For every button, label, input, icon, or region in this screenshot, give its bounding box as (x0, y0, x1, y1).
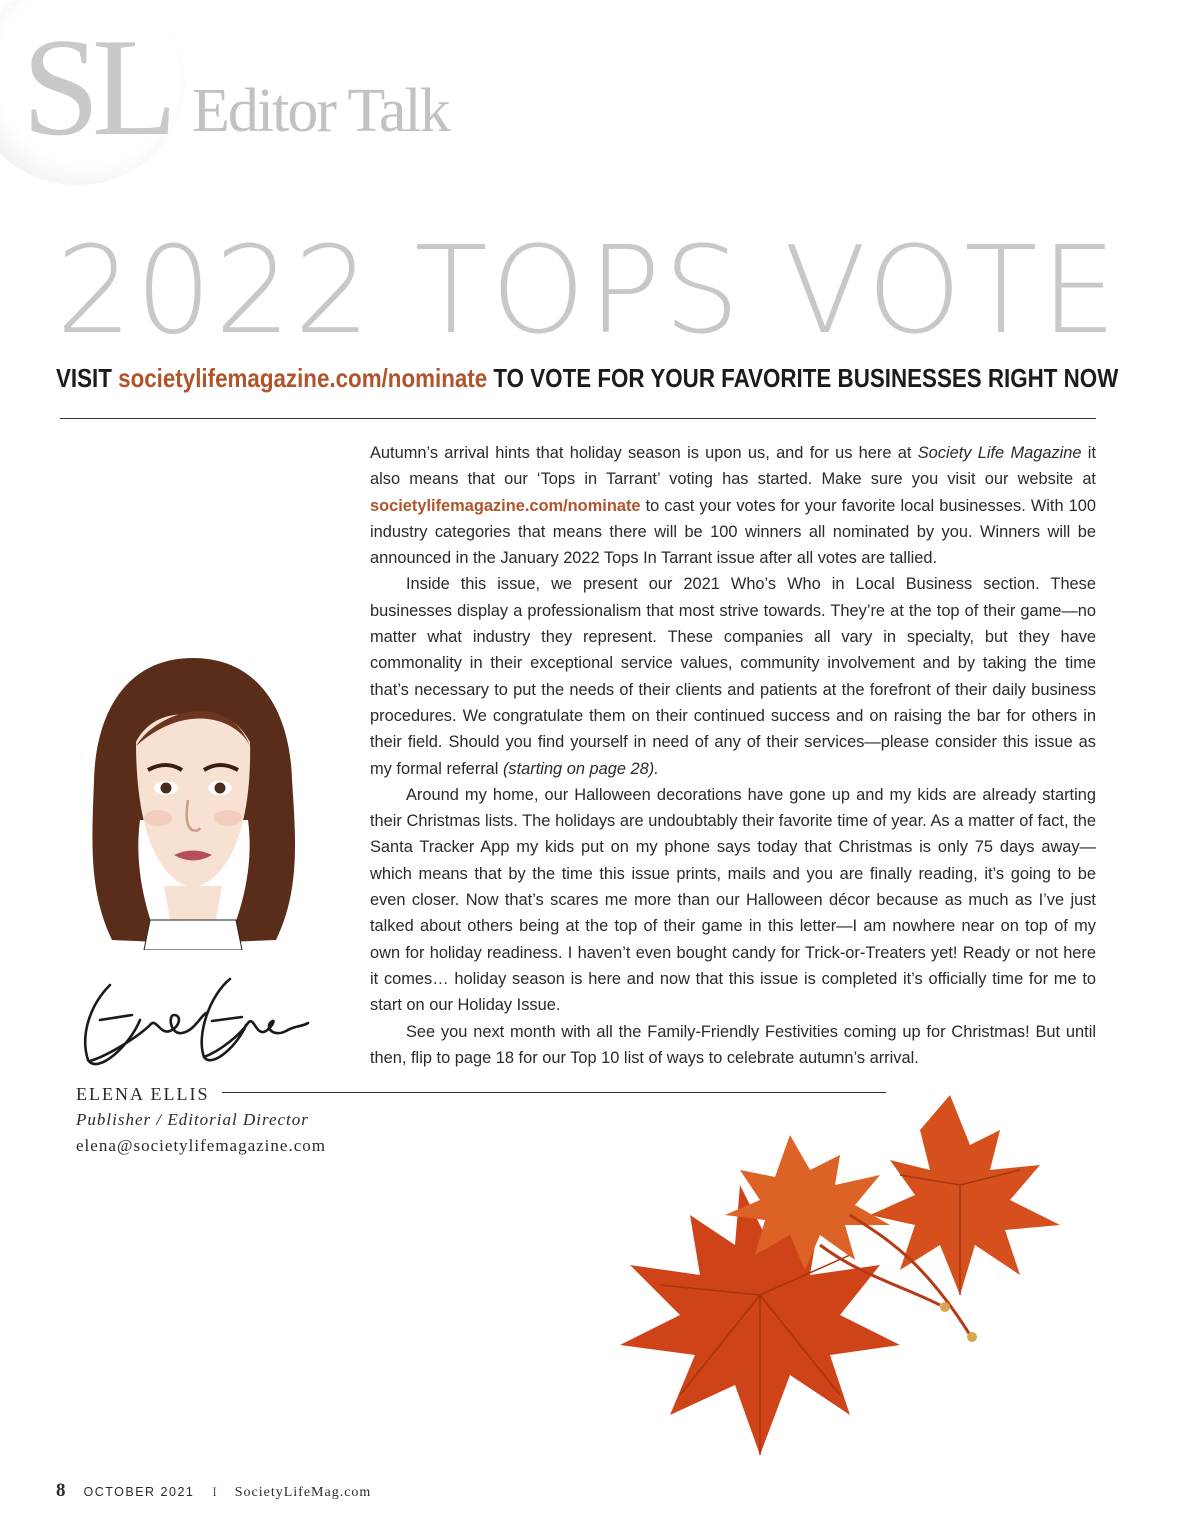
paragraph-2 (370, 571, 1096, 781)
autumn-leaves-image (520, 1075, 1160, 1505)
author-title: Publisher / Editorial Director (76, 1110, 309, 1129)
editor-signature (70, 965, 310, 1075)
paragraph-3: Around my home, our Halloween decorations have gone up and my kids are already starting their Christmas lists. The holidays are undoubtably their favorite time of year. As a matter of fact, the Santa Tracker App my kids put on my phone says today that Christmas is only 75 days away—which means that by the time this issue prints, mails and you are finally reading, it’s going to be even closer. Now that’s scares me more than our Halloween décor because as much as I’ve just talked about others being at the top of their game in this letter—I am nowhere near on top of my own for holiday readiness. I haven’t even bought candy for Trick-or-Treaters yet! Ready or not here it comes… holiday season is here and now that this issue is completed it’s officially time for me to start on our Holiday Issue. (370, 785, 1096, 1015)
editor-letter (370, 440, 1096, 1071)
page-footer (56, 1480, 371, 1502)
author-email[interactable]: elena@societylifemagazine.com (76, 1136, 326, 1155)
section-title: Editor Talk (192, 77, 449, 145)
page-headline: 2022 TOPS VOTE (56, 222, 1120, 361)
nominate-link[interactable]: societylifemagazine.com/nominate (118, 363, 488, 393)
page-number: 8 (56, 1480, 66, 1501)
author-name: ELENA ELLIS (76, 1084, 210, 1104)
divider-rule (60, 418, 1096, 419)
paragraph-text: it also means that our ‘Tops in Tarrant’ voting has started. Make sure you visit our website at (370, 444, 1097, 489)
inline-nominate-link[interactable]: societylifemagazine.com/nominate (370, 496, 641, 515)
paragraph-text: Autumn’s arrival hints that holiday season is upon us, and for us here at (370, 444, 918, 462)
paragraph-4: See you next month with all the Family-Friendly Festivities coming up for Christmas! But until then, flip to page 18 for our Top 10 list of ways to celebrate autumn’s arrival. (370, 1022, 1096, 1067)
paragraph-text: to cast your votes for your favorite local businesses. With 100 industry categories that means there will be 100 winners all nominated by you. Winners will be announced in the January 2022 Tops In Tarrant issue after all votes are tallied. (370, 496, 1096, 568)
subhead-suffix: TO VOTE FOR YOUR FAVORITE BUSINESSES RIGHT NOW (487, 363, 1119, 393)
editor-portrait-illustration (78, 650, 308, 950)
page-reference: (starting on page 28). (502, 759, 659, 778)
magazine-logo: SL (22, 10, 170, 165)
magazine-name: Society Life Magazine (917, 444, 1082, 462)
paragraph-text: Inside this issue, we present our 2021 Who’s Who in Local Business section. These businesses display a professionalism that most strive towards. They’re at the top of their game—no matter what industry they represent. These companies all vary in specialty, but they have commonality in their exceptional service values, community involvement and by taking the time that’s necessary to put the needs of their clients and patients at the forefront of their daily business procedures. We congratulate them on their continued success and on raising the bar for others in their field. Should you find yourself in need of any of their services—please consider this issue as my formal referral (370, 575, 1096, 778)
paragraph-1 (370, 440, 1096, 571)
subhead-prefix: VISIT (56, 363, 119, 393)
maple-leaf-right (870, 1095, 1060, 1295)
issue-date: OCTOBER 2021 (83, 1485, 195, 1499)
subheadline (56, 363, 1119, 393)
maple-leaf-large (620, 1185, 900, 1455)
footer-website[interactable]: SocietyLifeMag.com (234, 1485, 372, 1500)
footer-separator: I (212, 1484, 217, 1499)
